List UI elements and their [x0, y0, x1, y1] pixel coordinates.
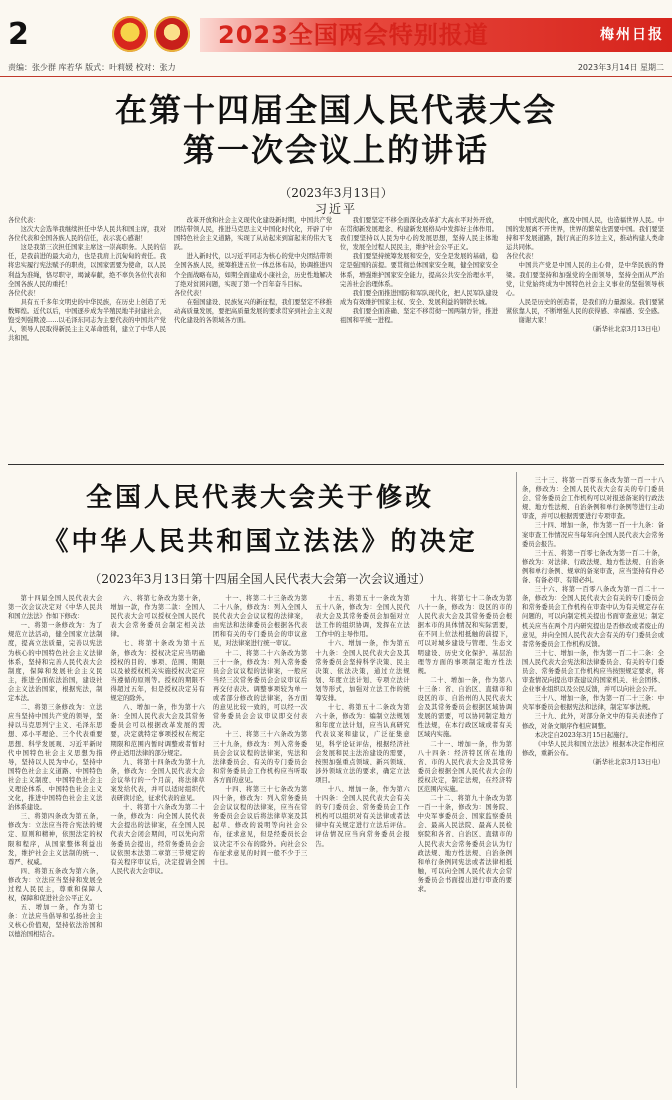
paragraph: 谢谢大家！: [518, 317, 551, 325]
paragraph: 二、将第三条修改为：立法应当坚持中国共产党的领导，坚持以马克思列宁主义、毛泽东思想、邓小平理论、三个代表重要思想、科学发展观、习近平新时代中国特色社会主义思想为指导，坚持以人民为中心，坚持中国特色社会主义道路、中国特色社会主义制度、中国特色社会主义理论体系、中国特色社会主义文化，推进中国特色社会主义法治体系建设。: [8, 704, 103, 812]
paragraph: 中国式现代化，惠及中国人民，也造福世界人民。中国的发展离不开世界，世界的繁荣也需要中国。我们要坚持和平发展道路，践行真正的多边主义，推动构建人类命运共同体。: [506, 217, 664, 252]
masthead: [0, 0, 672, 72]
paragraph: 十三、将第三十六条改为第三十九条，修改为：列入常务委员会会议议程的法律案，宪法和法律委员会、有关的专门委员会和常务委员会工作机构应当听取各方面的意见。: [212, 731, 308, 784]
banner-title-text: 全国两会特别报道: [288, 21, 489, 49]
paragraph: 十二、将第二十六条改为第三十一条，修改为：列入常务委员会会议议程的法律案，一般应当经三次常务委员会会议审议后再交付表决。调整事项较为单一或者部分修改的法律案，各方面的意见比较一致的，可以经一次常务委员会会议审议即交付表决。: [212, 649, 308, 730]
paragraph: 本决定自2023年3月15日起施行。: [534, 731, 632, 739]
paragraph: 三、将第四条改为第五条，修改为：立法应当符合宪法的规定、原则和精神，依照法定的权限和程序，从国家整体利益出发，维护社会主义法制的统一、尊严、权威。: [8, 813, 103, 866]
paragraph: 进入新时代，以习近平同志为核心的党中央团结带领全国各族人民，统筹推进五位一体总体布局，协调推进四个全面战略布局，如期全面建成小康社会，历史性地解决了绝对贫困问题，实现了第一个百年奋斗目标。: [174, 253, 332, 288]
paragraph: 各位代表！: [506, 253, 538, 261]
paragraph: 改革开放和社会主义现代化建设新时期，中国共产党团结带领人民，推进马克思主义中国化时代化，开辟了中国特色社会主义道路，实现了从站起来到富起来的伟大飞跃。: [174, 217, 332, 252]
publication-date: 2023年3月14日 星期二: [577, 63, 664, 72]
paragraph: 人民是历史的创造者，是我们的力量源泉。我们要紧紧依靠人民，不断增强人民的获得感、幸福感、安全感。: [506, 298, 664, 315]
paragraph: 这是我第三次担任国家主席这一崇高职务。人民的信任，是我前进的最大动力，也是我肩上沉甸甸的责任。我将忠实履行宪法赋予的职责，以国家需要为使命，以人民利益为准绳，恪尽职守，竭诚奉献，绝不辜负各位代表和全国各族人民的重托！: [8, 244, 166, 288]
page-number: 2: [8, 17, 29, 52]
paragraph: 十九、将第七十二条改为第八十一条，修改为：设区的市的人民代表大会及其常务委员会根据本市的具体情况和实际需要，在不同上位法相抵触的前提下，可以对城乡建设与管理、生态文明建设、历史文化保护、基层治理等方面的事项制定地方性法规。: [417, 595, 513, 675]
paragraph: 三十四、增加一条，作为第一百一十九条：备案审查工作情况应当每年向全国人民代表大会常务委员会报告。: [522, 522, 664, 548]
special-report-banner: [200, 18, 672, 52]
paragraph: 第十四届全国人民代表大会第一次会议决定对《中华人民共和国立法法》作如下修改：: [8, 595, 103, 621]
paragraph: 《中华人民共和国立法法》根据本决定作相应修改，重新公布。: [522, 740, 664, 757]
article2-headline-line2: 《中华人民共和国立法法》的决定: [42, 527, 478, 557]
article1-body: [8, 216, 664, 456]
article2-body: [8, 594, 512, 1086]
paragraph: 具有五千多年文明史的中华民族，在历史上创造了无数辉煌。近代以后，中国逐步成为半殖民地半封建社会，饱受列强欺凌……以毛泽东同志为主要代表的中国共产党人，领导人民取得新民主主义革命胜利，建立了中华人民共和国。: [8, 298, 166, 343]
paragraph: 二十二、将第九十条改为第一百一十条，修改为：国务院、中央军事委员会、国家监察委员会、最高人民法院、最高人民检察院和各省、自治区、直辖市的人民代表大会常务委员会认为行政法规、地方性法规、自治条例和单行条例同宪法或者法律相抵触，可以向全国人民代表大会常务委员会书面提出进行审查的要求。: [417, 795, 513, 893]
article1-headline-line1: 在第十四届全国人民代表大会: [114, 91, 557, 129]
paragraph: 八、增加一条，作为第十六条：全国人民代表大会及其常务委员会可以根据改革发展的需要，决定就特定事项授权在规定期限和范围内暂时调整或者暂时停止适用法律的部分规定。: [110, 704, 205, 757]
article2-column-2: [110, 594, 204, 1086]
article1-headline: [0, 90, 672, 170]
paragraph: 一、将第一条修改为：为了规范立法活动，健全国家立法制度，提高立法质量，完善以宪法为核心的中国特色社会主义法律体系，坚持和完善人民代表大会制度，保障和发展社会主义民主，推进全面依法治国，建设社会主义法治国家，根据宪法，制定本法。: [8, 622, 103, 703]
article2-column-1: [8, 594, 102, 1086]
paragraph: 我们要全面准确、坚定不移贯彻一国两制方针，推进祖国和平统一进程。: [340, 307, 498, 325]
paragraph: 三十三、将第一百零五条改为第一百一十八条，修改为：全国人民代表大会有关的专门委员会、常务委员会工作机构可以对报送备案的行政法规、地方性法规、自治条例和单行条例等进行主动审查，并可以根据需要进行专项审查。: [522, 477, 664, 521]
editor-credits: 责编：张少群 库若华 版式：叶莉媛 校对：张力: [8, 63, 176, 72]
article2-column-5: [418, 594, 512, 1086]
paragraph: 二十一、增加一条，作为第八十四条：经济特区所在地的省、市的人民代表大会及其常务委员会根据全国人民代表大会的授权决定，制定法规，在经济特区范围内实施。: [417, 740, 513, 793]
section-divider: [8, 464, 664, 465]
article1-source: （新华社北京3月13日电）: [589, 326, 664, 334]
paragraph: 六、将第七条改为第十条，增加一款，作为第二款：全国人民代表大会可以授权全国人民代表大会常务委员会制定相关法律。: [110, 595, 205, 639]
paragraph: 这次大会选举我继续担任中华人民共和国主席，我对各位代表和全国各族人民的信任，表示衷心感谢！: [8, 226, 166, 243]
paragraph: 三十九、此外，对部分条文中的有关表述作了修改，对条文顺序作相应调整。: [522, 713, 664, 730]
paragraph: 四、将第五条改为第六条，修改为：立法应当坚持和发展全过程人民民主，尊重和保障人权，保障和促进社会公平正义。: [8, 867, 103, 903]
banner-title: [218, 20, 489, 50]
article2-column-3: [213, 594, 307, 1086]
article1-column-4: [506, 216, 664, 456]
article1-column-2: [174, 216, 332, 456]
cppcc-emblem-icon: [154, 16, 190, 52]
paragraph: 三十七、增加一条，作为第一百二十二条：全国人民代表大会宪法和法律委员会、有关的专门委员会、常务委员会工作机构应当按照规定要求，将审查情况向提出审查建议的国家机关、社会团体、企业事业组织以及公民反馈，并可以向社会公开。: [522, 649, 664, 694]
paragraph: 十四、将第三十七条改为第四十条，修改为：列入常务委员会会议议程的法律案，应当在常务委员会会议后将法律草案及其起草、修改的说明等向社会公布，征求意见，但是经委员长会议决定不公布的除外。向社会公布征求意见的时间一般不少于三十日。: [212, 785, 308, 866]
credits-bar: [0, 60, 672, 77]
article2-subtitle: （2023年3月13日第十四届全国人民代表大会第一次会议通过）: [89, 572, 431, 586]
paragraph: 我们要坚定不移全面深化改革扩大高水平对外开放，在贯彻新发展理念、构建新发展格局中发挥好主体作用。我们要坚持以人民为中心的发展思想，坚持人民主体地位，发展全过程人民民主，维护社会公平正义。: [340, 217, 498, 252]
article2-headline: [0, 476, 520, 564]
column-rule: [516, 472, 517, 1088]
paragraph: 十、将第十六条改为第二十一条，修改为：向全国人民代表大会提出的法律案，在全国人民代表大会闭会期间，可以先向常务委员会提出，经常务委员会会议依照本法第二章第三节规定的有关程序审议后，决定提请全国人民代表大会审议。: [110, 804, 205, 875]
article2-headline-line1: 全国人民代表大会关于修改: [85, 483, 434, 513]
article1-column-1: [8, 216, 166, 456]
paragraph: 各位代表：: [8, 217, 40, 224]
paragraph: 中国共产党是中国人民的主心骨，是中华民族的脊梁。我们要坚持和加强党的全面领导，坚持全面从严治党，让党始终成为中国特色社会主义事业的坚强领导核心。: [506, 262, 664, 297]
article1-column-3: [340, 216, 498, 456]
article1-author: 习近平: [314, 202, 357, 216]
paragraph: 我们要全面推进国防和军队现代化，把人民军队建设成为有效维护国家主权、安全、发展利益的钢铁长城。: [340, 289, 498, 306]
paragraph: 十八、增加一条，作为第六十四条：全国人民代表大会有关的专门委员会、常务委员会工作机构可以组织对有关法律或者法律中有关规定进行立法后评估。评估情况应当向常务委员会报告。: [315, 785, 410, 848]
banner-year: 2023: [218, 21, 289, 49]
article2-source: （新华社北京3月13日电）: [589, 758, 664, 766]
paragraph: 七、将第十条改为第十五条，修改为：授权决定应当明确授权的目的、事项、范围、期限以及被授权机关实施授权决定应当遵循的原则等。授权的期限不得超过五年，但是授权决定另有规定的除外。: [110, 640, 205, 703]
article1-date: （2023年3月13日）: [279, 186, 393, 200]
paragraph: 我们要坚持统筹发展和安全，安全是发展的基础，稳定是强国的前提。要贯彻总体国家安全观，健全国家安全体系，增强维护国家安全能力，提高公共安全治理水平，完善社会治理体系。: [340, 253, 498, 288]
paragraph: 十七、将第五十二条改为第六十条，修改为：编制立法规划和年度立法计划，应当认真研究代表议案和建议，广泛征集意见，科学论证评估，根据经济社会发展和民主法治建设的需要，按照加强重点领域、新兴领域、涉外领域立法的要求，确定立法项目。: [315, 704, 410, 784]
paragraph: 十六、增加一条，作为第五十九条：全国人民代表大会及其常务委员会坚持科学决策、民主决策、依法决策，通过立法规划、年度立法计划、专项立法计划等形式，加强对立法工作的统筹安排。: [315, 640, 410, 703]
national-emblem-icon: [112, 16, 148, 52]
paragraph: 三十六、将第一百零八条改为第一百二十一条，修改为：全国人民代表大会有关的专门委员会和常务委员会工作机构在审查中认为有关规定存在问题的，可以向制定机关提出书面审查意见；制定机关应当在两个月内研究提出是否修改或者废止的意见，并向全国人民代表大会有关的专门委员会或者常务委员会工作机构反馈。: [522, 586, 664, 648]
article2-column-4: [315, 594, 409, 1086]
paragraph: 三十五、将第一百零七条改为第一百二十条，修改为：对法律、行政法规、地方性法规、自治条例和单行条例、规章的备案审查，应当坚持有件必备、有备必审、有错必纠。: [522, 549, 664, 585]
paragraph: 各位代表！: [8, 289, 40, 297]
article1-headline-line2: 第一次会议上的讲话: [182, 131, 489, 169]
paragraph: 五、增加一条，作为第七条：立法应当倡导和弘扬社会主义核心价值观，坚持依法治国和以德治国相结合。: [8, 904, 103, 939]
paragraph: 各位代表！: [174, 289, 206, 297]
paragraph: 十五、将第五十一条改为第五十八条，修改为：全国人民代表大会及其常务委员会加强对立法工作的组织协调，发挥在立法工作中的主导作用。: [315, 595, 410, 639]
paragraph: 三十八、增加一条，作为第一百二十三条：中央军事委员会根据宪法和法律，制定军事法规。: [522, 695, 664, 712]
paragraph: 在强国建设、民族复兴的新征程，我们要坚定不移推动高质量发展，要把高质量发展的要求贯穿到社会主义现代化建设的各领域各方面。: [174, 298, 332, 325]
article2-continuation: [522, 476, 664, 1086]
paragraph: 十一、将第二十三条改为第二十八条，修改为：列入全国人民代表大会会议议程的法律案，由宪法和法律委员会根据各代表团和有关的专门委员会的审议意见，对法律案进行统一审议。: [212, 595, 308, 648]
paragraph: 九、将第十四条改为第十九条，修改为：全国人民代表大会会议举行的一个月前，将法律草案发给代表，并可以适时组织代表研读讨论，征求代表的意见。: [110, 758, 205, 803]
article2-column-6: [522, 476, 664, 1086]
paragraph: 二十、增加一条，作为第八十三条：省、自治区、直辖市和设区的市、自治州的人民代表大会及其常务委员会根据区域协调发展的需要，可以协同制定地方性法规，在本行政区域或者有关区域内实施。: [417, 676, 513, 739]
paper-name: 梅州日报: [600, 27, 664, 43]
